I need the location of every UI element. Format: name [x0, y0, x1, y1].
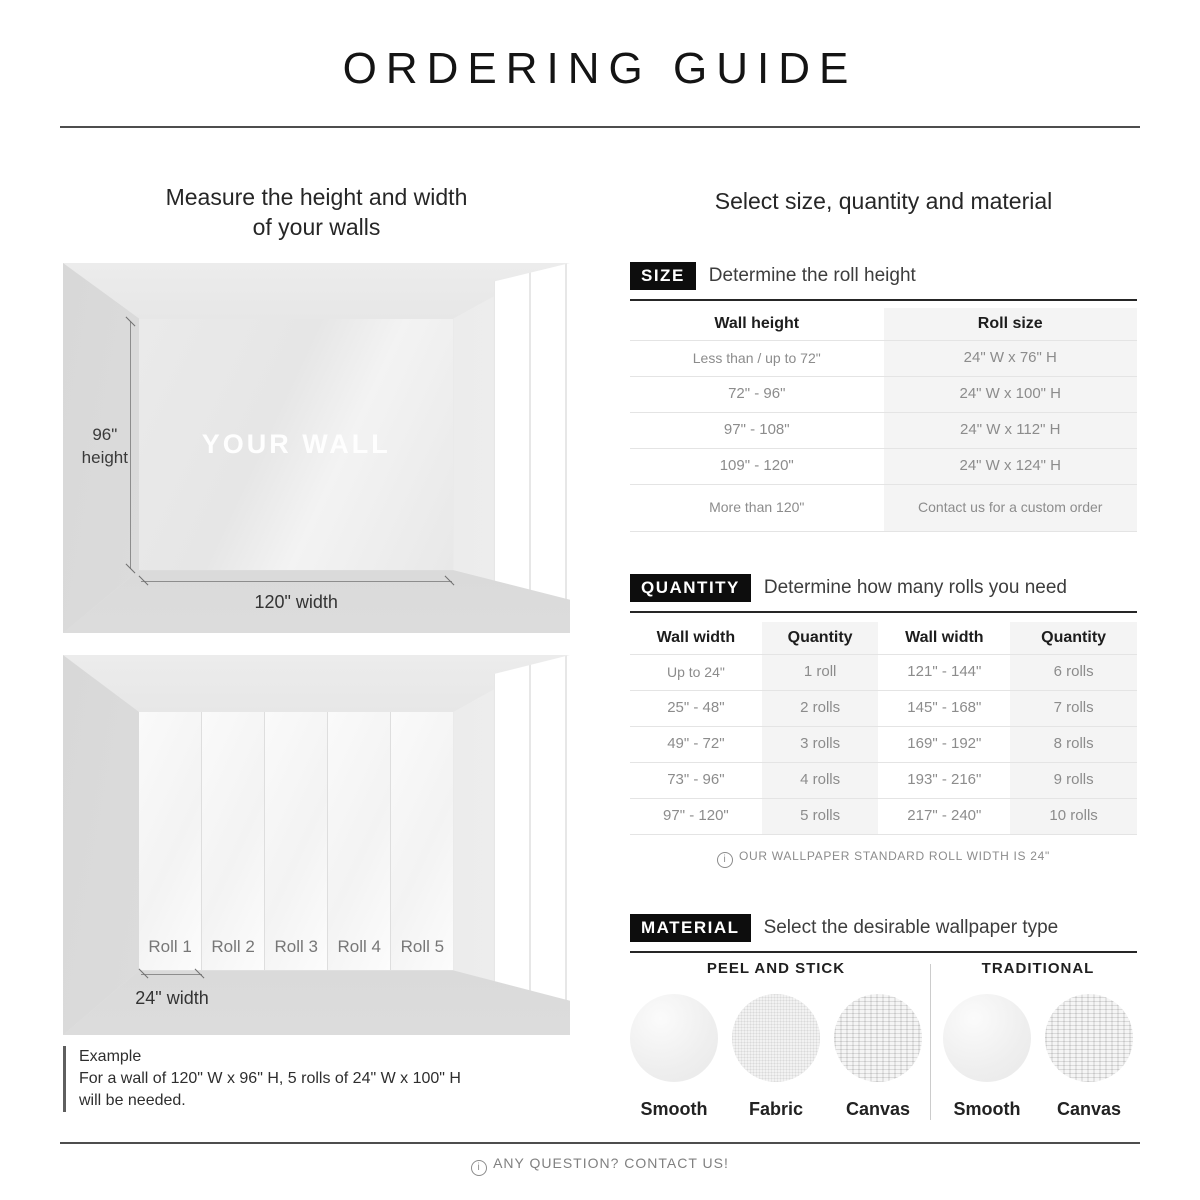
swatch-canvas: [832, 994, 925, 1120]
quantity-cell: 9 rolls: [1010, 763, 1137, 798]
wallpaper-panel: [139, 712, 202, 970]
swatch-label: Canvas: [845, 1099, 911, 1119]
example-line2: will be needed.: [79, 1092, 186, 1110]
height-label: [76, 424, 134, 470]
example-block: [63, 1046, 559, 1112]
roll-size-cell: 24" W x 124" H: [884, 449, 1138, 484]
left-heading-line1: Measure the height and width: [165, 184, 468, 210]
page-title: ORDERING GUIDE: [342, 44, 858, 93]
size-col-roll-size: Roll size: [884, 308, 1138, 340]
roll-size-cell: 24" W x 76" H: [884, 341, 1138, 376]
canvas-texture-swatch: [1045, 994, 1133, 1082]
quantity-cell: 7 rolls: [1010, 691, 1137, 726]
smooth-texture-swatch: [943, 994, 1031, 1082]
quantity-table-header-row: [630, 622, 1137, 654]
quantity-badge: QUANTITY: [630, 574, 751, 602]
wall-width-cell: 121" - 144": [907, 663, 982, 681]
wall-width-cell: Up to 24": [666, 663, 725, 680]
top-divider: [60, 126, 1140, 128]
material-badge: MATERIAL: [630, 914, 751, 942]
roll-label: Roll 5: [400, 937, 445, 957]
quantity-cell: 10 rolls: [1010, 799, 1137, 834]
wall-height-cell: 109" - 120": [719, 457, 794, 475]
qty-col-quantity-2: Quantity: [1010, 622, 1137, 654]
left-column-heading: [63, 182, 570, 243]
quantity-cell: 1 roll: [762, 655, 879, 690]
room-back-wall: [139, 319, 453, 571]
traditional-title: TRADITIONAL: [981, 960, 1095, 977]
wall-width-cell: 73" - 96": [667, 771, 725, 789]
quantity-table-row: [630, 798, 1137, 835]
info-icon: i: [471, 1160, 487, 1176]
size-table-row: [630, 376, 1137, 412]
size-table-header-row: [630, 308, 1137, 340]
quantity-table: [630, 622, 1137, 835]
wall-width-cell: 145" - 168": [907, 699, 982, 717]
quantity-table-row: [630, 762, 1137, 798]
size-badge: SIZE: [630, 262, 696, 290]
wall-width-cell: 49" - 72": [667, 735, 725, 753]
canvas-texture-swatch: [834, 994, 922, 1082]
material-options: [630, 960, 1137, 1120]
swatch-label: Fabric: [748, 1099, 804, 1119]
wallpaper-panels: [139, 712, 453, 970]
size-col-wall-height: Wall height: [714, 315, 800, 332]
width-measure-line: [141, 581, 453, 582]
quantity-table-row: [630, 690, 1137, 726]
peel-and-stick-group: [630, 960, 922, 1120]
swatch-label: Canvas: [1056, 1099, 1122, 1119]
size-section-header: [630, 262, 1137, 301]
bottom-divider: [60, 1142, 1140, 1144]
swatch-smooth: [941, 994, 1034, 1120]
quantity-section-title: Determine how many rolls you need: [763, 577, 1067, 598]
info-icon: i: [717, 852, 733, 868]
swatch-canvas: [1043, 994, 1136, 1120]
fabric-texture-swatch: [732, 994, 820, 1082]
quantity-cell: 6 rolls: [1010, 655, 1137, 690]
right-column-heading: Select size, quantity and material: [714, 188, 1053, 214]
traditional-group: [939, 960, 1137, 1120]
quantity-section-header: [630, 574, 1137, 613]
height-word: height: [81, 447, 128, 467]
width-label: 120" width: [254, 592, 338, 613]
material-section-title: Select the desirable wallpaper type: [763, 917, 1059, 938]
swatch-smooth: [628, 994, 721, 1120]
wall-width-cell: 97" - 120": [663, 807, 729, 825]
wall-height-cell: 72" - 96": [728, 385, 786, 403]
wall-height-cell: 97" - 108": [723, 421, 790, 439]
footer-text: ANY QUESTION? CONTACT US!: [493, 1155, 729, 1171]
quantity-cell: 2 rolls: [762, 691, 879, 726]
peel-and-stick-title: PEEL AND STICK: [706, 960, 846, 977]
quantity-cell: 5 rolls: [762, 799, 879, 834]
roll-label: Roll 2: [211, 937, 255, 957]
roll-label: Roll 1: [148, 937, 192, 957]
wallpaper-panel: [391, 712, 453, 970]
example-title: Example: [79, 1048, 142, 1065]
wall-width-cell: 25" - 48": [667, 699, 725, 717]
roll-width-note-text: OUR WALLPAPER STANDARD ROLL WIDTH IS 24": [739, 849, 1050, 863]
size-table-row: [630, 412, 1137, 448]
left-heading-line2: of your walls: [252, 214, 381, 241]
size-table-row: [630, 340, 1137, 376]
wall-width-cell: 169" - 192": [907, 735, 982, 753]
smooth-texture-swatch: [630, 994, 718, 1082]
roll-width-label: 24" width: [135, 987, 209, 1008]
swatch-fabric: [730, 994, 823, 1120]
roll-label: Roll 4: [337, 937, 381, 957]
size-table-row: [630, 484, 1137, 532]
roll-size-cell: 24" W x 100" H: [884, 377, 1138, 412]
size-section-title: Determine the roll height: [708, 265, 916, 286]
wallpaper-panel: [328, 712, 391, 970]
footer-note: [0, 1155, 1200, 1176]
quantity-cell: 8 rolls: [1010, 727, 1137, 762]
qty-col-quantity-1: Quantity: [762, 622, 879, 654]
wall-height-cell: More than 120": [709, 499, 805, 516]
swatch-row: [941, 994, 1136, 1120]
quantity-table-row: [630, 726, 1137, 762]
wall-width-cell: 193" - 216": [907, 771, 982, 789]
your-wall-label: YOUR WALL: [201, 428, 391, 459]
quantity-cell: 3 rolls: [762, 727, 879, 762]
swatch-label: Smooth: [640, 1099, 708, 1119]
wallpaper-panel: [265, 712, 328, 970]
wall-width-cell: 217" - 240": [907, 807, 982, 825]
material-group-divider: [930, 964, 931, 1120]
roll-size-cell: Contact us for a custom order: [884, 485, 1138, 531]
example-line1: For a wall of 120" W x 96" H, 5 rolls of 24" W x 100" H: [79, 1070, 461, 1088]
swatch-label: Smooth: [953, 1099, 1021, 1119]
roll-width-measure-line: [141, 974, 203, 975]
roll-size-cell: 24" W x 112" H: [884, 413, 1138, 448]
qty-col-wall-width-2: Wall width: [905, 629, 984, 646]
height-value: 96": [92, 424, 118, 444]
quantity-cell: 4 rolls: [762, 763, 879, 798]
roll-label: Roll 3: [274, 937, 318, 957]
room-illustration-measure: [63, 263, 570, 633]
size-table-row: [630, 448, 1137, 484]
roll-width-note: [630, 849, 1137, 868]
qty-col-wall-width-1: Wall width: [656, 629, 736, 646]
material-section-header: [630, 914, 1137, 953]
room-illustration-rolls: [63, 655, 570, 1035]
size-table: [630, 308, 1137, 532]
quantity-table-row: [630, 654, 1137, 690]
swatch-row: [628, 994, 925, 1120]
wall-height-cell: Less than / up to 72": [692, 349, 821, 366]
wallpaper-panel: [202, 712, 265, 970]
